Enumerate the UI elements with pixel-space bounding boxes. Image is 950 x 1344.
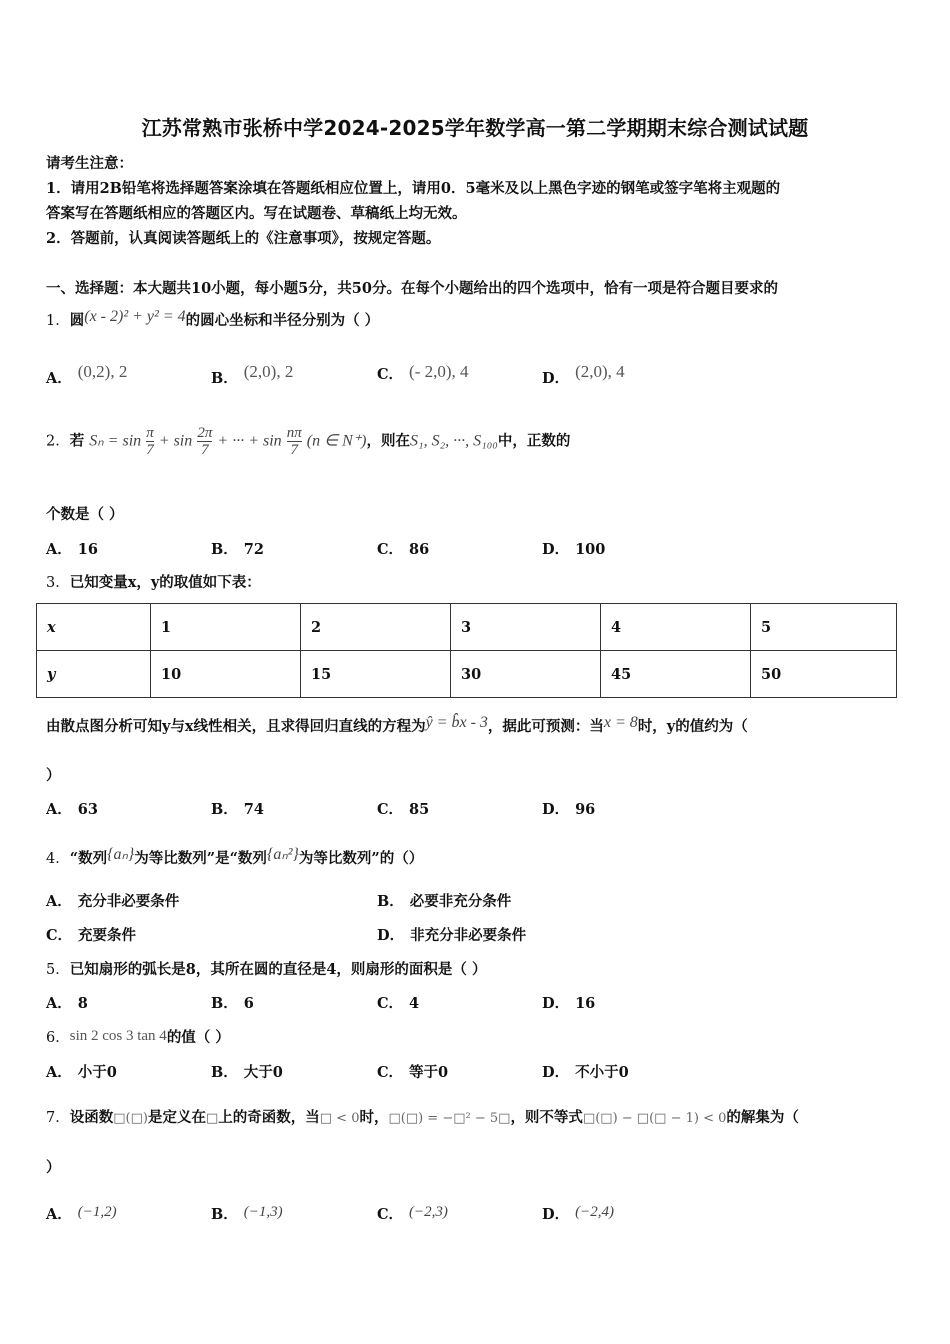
table-cell: 5 [751,604,897,651]
option-text: 充要条件 [78,927,137,944]
q7-option-b[interactable] [211,1203,283,1224]
q7-formula-5: □(□) − □(□ − 1) < 0 [582,1111,727,1126]
q4-part-3: 为等比数列”的（） [298,850,424,867]
option-text: (- 2,0), 4 [409,362,469,381]
option-letter: A． [46,995,72,1012]
question-4 [46,844,423,868]
q7-part-1: 设函数 [69,1109,114,1126]
q3-option-a[interactable] [46,798,98,819]
q1-pre: 圆 [69,312,85,329]
option-text: 86 [409,541,430,558]
option-text: (−1,2) [77,1204,117,1220]
option-letter: A． [46,893,72,910]
option-letter: A． [46,541,72,558]
q7-part-3: 上的奇函数，当 [218,1109,320,1126]
option-text: 16 [575,995,596,1012]
q3-option-d[interactable] [542,798,595,819]
option-letter: C． [377,1206,404,1223]
table-cell: 2 [301,604,451,651]
q3-regression-line [46,714,748,736]
table-cell: 10 [151,651,301,698]
option-text: 4 [409,995,420,1012]
option-letter: C． [377,801,404,818]
q7-formula-2: □ [205,1111,219,1126]
option-letter: B． [211,801,238,818]
q6-post: 的值（ ） [166,1029,230,1046]
q4-seq-1: {aₙ} [107,846,135,863]
q2-fraction-1 [146,425,154,458]
option-letter: D． [377,927,405,944]
q4-part-1: “数列 [69,850,108,867]
option-letter: B． [211,1206,238,1223]
q6-option-d[interactable] [542,1061,629,1082]
q2-dots: + ··· + sin [217,432,282,450]
table-cell: 45 [601,651,751,698]
option-letter: C． [377,366,404,383]
q1-option-a[interactable] [46,362,127,388]
option-text: 100 [575,541,606,558]
page-title: 江苏常熟市张桥中学2024-2025学年数学高一第二学期期末综合测试试题 [141,116,809,140]
q3-option-b[interactable] [211,798,264,819]
option-text: (−1,3) [243,1204,283,1220]
notice-item-2: 2．答题前，认真阅读答题纸上的《注意事项》，按规定答题。 [46,230,441,247]
question-number: 6． [46,1030,70,1046]
notice-heading: 请考生注意： [46,155,133,172]
option-text: 72 [243,541,264,558]
option-text: 大于0 [243,1064,283,1081]
q7-part-5: ，则不等式 [510,1109,583,1126]
q4-option-d[interactable] [377,924,526,945]
question-number: 1． [46,313,70,329]
option-letter: D． [542,1064,570,1081]
option-letter: D． [542,995,570,1012]
q1-option-c[interactable] [377,362,469,384]
section-heading: 一、选择题：本大题共10小题，每小题5分，共50分。在每个小题给出的四个选项中，恰有一项是符合题目要求的 [46,280,778,297]
q5-option-b[interactable] [211,992,254,1013]
option-text: 8 [77,995,88,1012]
question-7 [46,1106,799,1127]
option-text: 不小于0 [575,1064,629,1081]
q1-option-b[interactable] [211,362,293,388]
option-text: (2,0), 2 [243,362,294,381]
question-5 [46,958,486,979]
option-text: 必要非充分条件 [409,893,512,910]
q2-sequence: S₁, S₂, ···, S₁₀₀ [410,432,498,450]
q6-option-b[interactable] [211,1061,283,1082]
q6-formula: sin 2 cos 3 tan 4 [69,1028,167,1044]
q2-option-d[interactable] [542,538,605,559]
q4-seq-2: {aₙ²} [266,846,299,863]
option-letter: C． [377,995,404,1012]
q3-line-post: 时，y的值约为（ [637,718,748,735]
fraction-denominator: 7 [146,442,154,458]
option-text: 63 [77,801,98,818]
option-text: 非充分非必要条件 [410,927,527,944]
option-letter: B． [377,893,404,910]
q2-post: 中，正数的 [497,432,571,450]
q4-option-b[interactable] [377,890,511,911]
table-cell: 50 [751,651,897,698]
q7-part-4: 时， [359,1109,389,1126]
q3-line-mid: ，据此可预测：当 [487,718,604,735]
q3-close: ） [46,767,61,784]
q2-condition: (n ∈ N⁺) [306,432,367,450]
q5-option-c[interactable] [377,992,419,1013]
option-letter: A． [46,801,72,818]
option-letter: D． [542,541,570,558]
q7-formula-4: □(□) = −□² − 5□ [388,1111,511,1126]
table-row [37,651,897,698]
option-letter: A． [46,370,72,387]
table-cell: 1 [151,604,301,651]
option-text: 16 [77,541,98,558]
data-table [36,603,897,698]
q7-part-2: 是定义在 [147,1109,206,1126]
option-letter: A． [46,1064,72,1081]
option-letter: D． [542,1206,570,1223]
q2-formula-lhs: Sₙ = sin [89,432,142,450]
question-number: 4． [46,851,70,867]
option-letter: D． [542,370,570,387]
q3-x-value: x = 8 [603,714,638,731]
option-letter: B． [211,1064,238,1081]
table-cell: y [37,651,151,698]
option-text: 85 [409,801,430,818]
q2-option-c[interactable] [377,538,429,559]
q3-equation: ŷ = b̂x - 3 [425,714,488,731]
question-number: 3． [46,575,70,591]
table-cell: 30 [451,651,601,698]
q2-line-2: 个数是（ ） [46,506,124,523]
q5-option-d[interactable] [542,992,595,1013]
question-2 [46,425,570,458]
q3-option-c[interactable] [377,798,429,819]
q7-formula-3: □ < 0 [319,1111,360,1126]
q7-option-d[interactable] [542,1203,614,1224]
question-number: 7． [46,1110,70,1126]
option-letter: C． [377,541,404,558]
q2-pre: 若 [69,432,85,450]
q4-option-a[interactable] [46,890,179,911]
q2-fraction-3 [287,425,302,458]
q3-stem: 已知变量x，y的取值如下表： [69,574,261,591]
q7-part-6: 的解集为（ [726,1109,799,1126]
option-text: 等于0 [409,1064,449,1081]
q3-line-pre: 由散点图分析可知y与x线性相关，且求得回归直线的方程为 [46,718,426,735]
q7-formula-1: □(□) [113,1111,148,1126]
option-text: (−2,3) [409,1204,448,1220]
q1-post: 的圆心坐标和半径分别为（ ） [185,312,380,329]
option-text: 74 [243,801,264,818]
table-cell: x [37,604,151,651]
option-letter: C． [46,927,73,944]
notice-item-1a: 1．请用2B铅笔将选择题答案涂填在答题纸相应位置上，请用0．5毫米及以上黑色字迹的钢笔或签字笔将主观题的 [46,180,781,197]
q2-option-a[interactable] [46,538,98,559]
option-text: 充分非必要条件 [77,893,180,910]
q1-option-d[interactable] [542,362,625,388]
fraction-numerator: π [146,425,154,441]
q6-option-c[interactable] [377,1061,448,1082]
q2-option-b[interactable] [211,538,264,559]
q7-option-c[interactable] [377,1203,448,1224]
option-text: 96 [575,801,596,818]
q2-mid: ，则在 [366,432,411,450]
option-letter: A． [46,1206,72,1223]
q4-option-c[interactable] [46,924,136,945]
option-text: (2,0), 4 [575,362,625,381]
q2-plus-sin: + sin [158,432,193,450]
option-letter: D． [542,801,570,818]
table-row [37,604,897,651]
option-text: 6 [243,995,254,1012]
question-number: 5． [46,962,70,978]
fraction-numerator: nπ [286,425,302,441]
fraction-denominator: 7 [197,441,212,458]
question-number: 2． [46,433,70,450]
option-letter: C． [377,1064,404,1081]
q7-close: ） [46,1159,61,1176]
question-6 [46,1026,230,1047]
option-letter: B． [211,995,238,1012]
question-1 [46,308,379,330]
option-text: (0,2), 2 [77,362,128,381]
option-letter: B． [211,541,238,558]
q6-option-a[interactable] [46,1061,117,1082]
table-cell: 4 [601,604,751,651]
q4-part-2: 为等比数列”是“数列 [134,850,267,867]
q1-formula: (x - 2)² + y² = 4 [84,308,186,325]
table-cell: 15 [301,651,451,698]
option-text: (−2,4) [575,1204,614,1220]
notice-item-1b: 答案写在答题纸相应的答题区内。写在试题卷、草稿纸上均无效。 [46,205,467,222]
q7-option-a[interactable] [46,1203,117,1224]
fraction-numerator: 2π [197,425,213,441]
question-3 [46,571,261,592]
q5-stem: 已知扇形的弧长是8，其所在圆的直径是4，则扇形的面积是（ ） [69,961,487,978]
option-letter: B． [211,370,238,387]
fraction-denominator: 7 [287,441,302,458]
option-text: 小于0 [77,1064,117,1081]
q2-fraction-2 [197,425,212,458]
table-cell: 3 [451,604,601,651]
q5-option-a[interactable] [46,992,88,1013]
